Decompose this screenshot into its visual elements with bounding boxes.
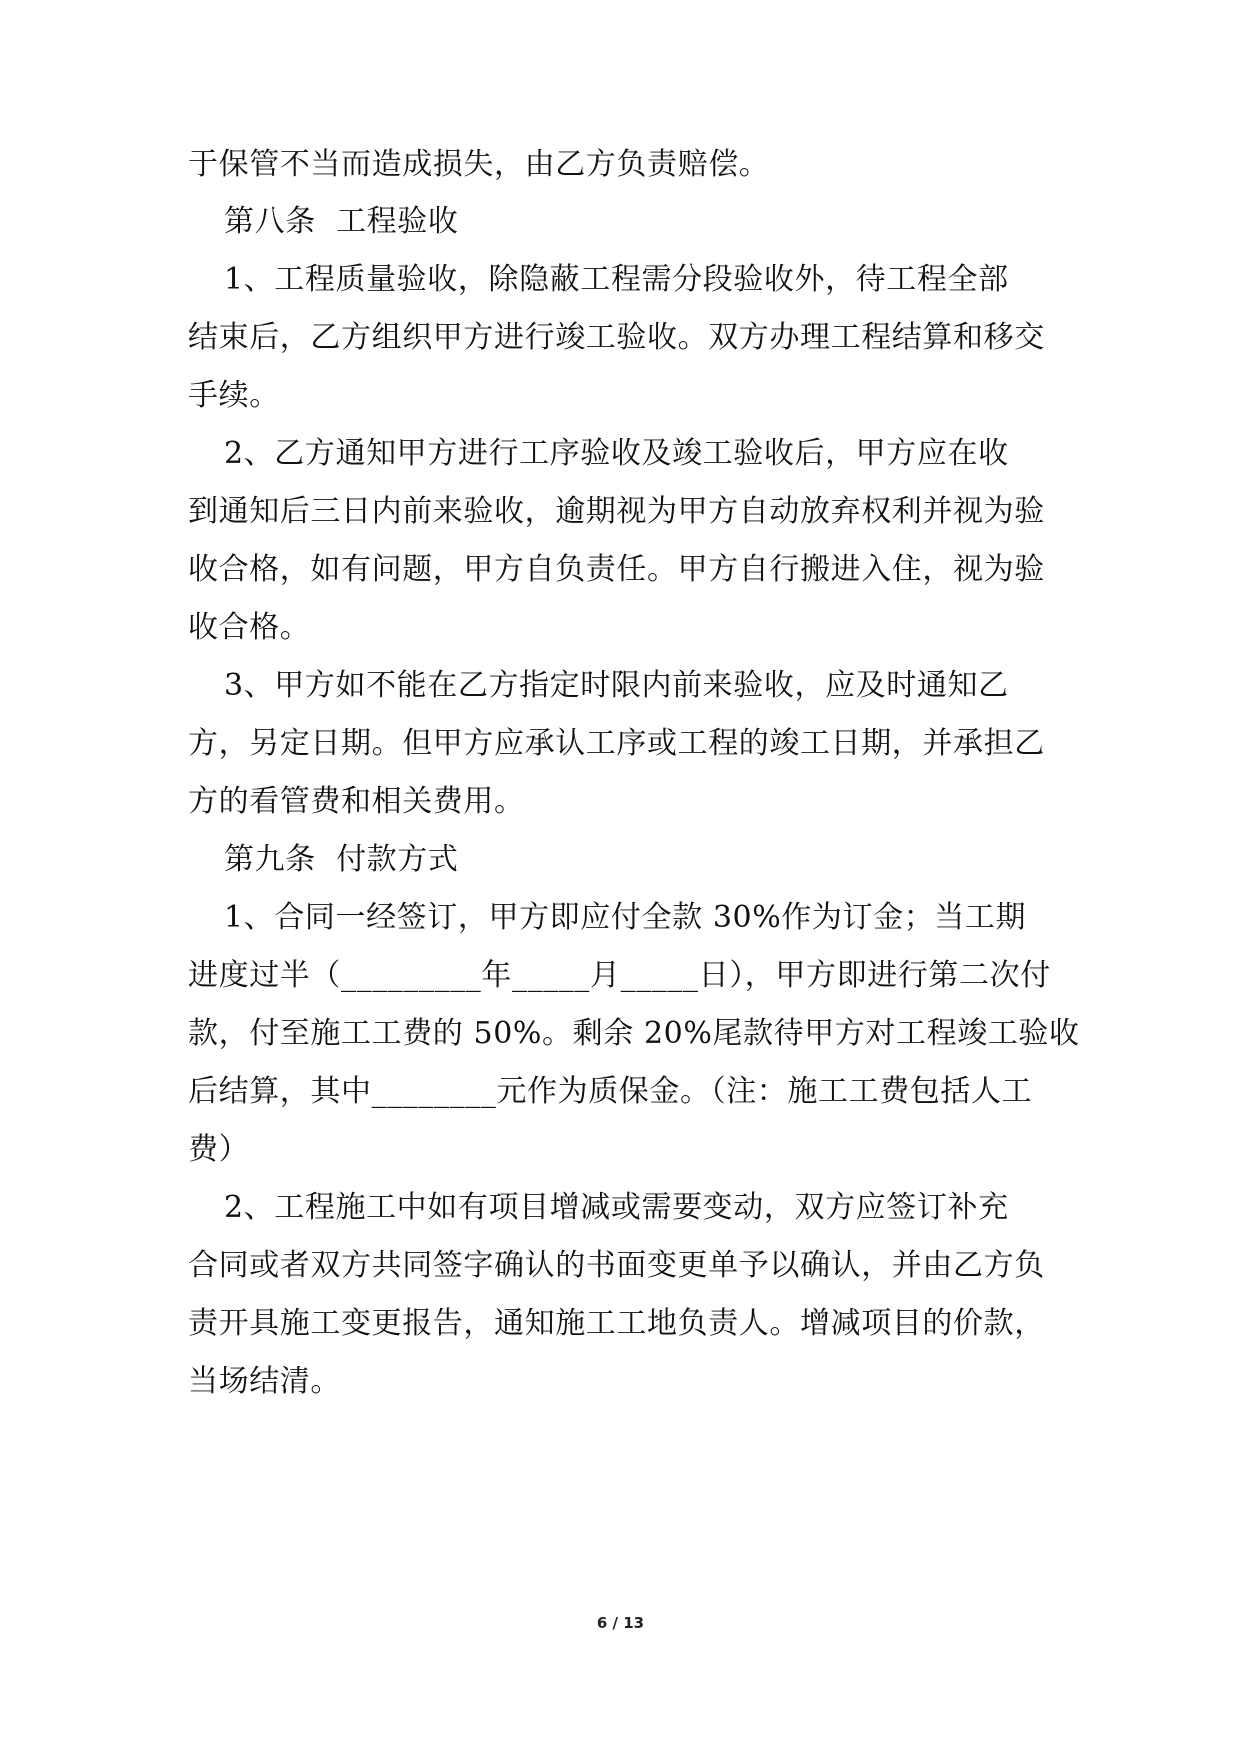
section-heading: 第九条 付款方式 [224, 842, 459, 877]
text-line: 进度过半（_________年_____月_____日），甲方即进行第二次付 [188, 958, 1051, 993]
text-line: 当场结清。 [188, 1364, 341, 1399]
text-line: 1、工程质量验收，除隐蔽工程需分段验收外，待工程全部 [224, 262, 1009, 297]
text-line: 于保管不当而造成损失，由乙方负责赔偿。 [188, 147, 770, 182]
text-line: 款，付至施工工费的 50%。剩余 20%尾款待甲方对工程竣工验收 [188, 1016, 1080, 1051]
text-line: 2、工程施工中如有项目增减或需要变动，双方应签订补充 [224, 1190, 1009, 1225]
text-line: 费） [188, 1132, 250, 1167]
text-line: 方，另定日期。但甲方应承认工序或工程的竣工日期，并承担乙 [188, 726, 1045, 761]
page-number: 6 / 13 [596, 1614, 645, 1632]
text-line: 责开具施工变更报告，通知施工工地负责人。增减项目的价款， [188, 1306, 1045, 1341]
text-line: 方的看管费和相关费用。 [188, 784, 525, 819]
text-line: 收合格，如有问题，甲方自负责任。甲方自行搬进入住，视为验 [188, 552, 1045, 587]
text-line: 手续。 [188, 378, 280, 413]
text-line: 结束后，乙方组织甲方进行竣工验收。双方办理工程结算和移交 [188, 320, 1045, 355]
text-line: 合同或者双方共同签字确认的书面变更单予以确认，并由乙方负 [188, 1248, 1045, 1283]
text-line: 1、合同一经签订，甲方即应付全款 30%作为订金；当工期 [224, 900, 1027, 935]
text-line: 到通知后三日内前来验收，逾期视为甲方自动放弃权利并视为验 [188, 494, 1045, 529]
text-line: 后结算，其中________元作为质保金。（注：施工工费包括人工 [188, 1074, 1033, 1109]
text-line: 收合格。 [188, 610, 311, 645]
text-line: 3、甲方如不能在乙方指定时限内前来验收，应及时通知乙 [224, 668, 1009, 703]
section-heading: 第八条 工程验收 [224, 204, 459, 239]
text-line: 2、乙方通知甲方进行工序验收及竣工验收后，甲方应在收 [224, 436, 1009, 471]
